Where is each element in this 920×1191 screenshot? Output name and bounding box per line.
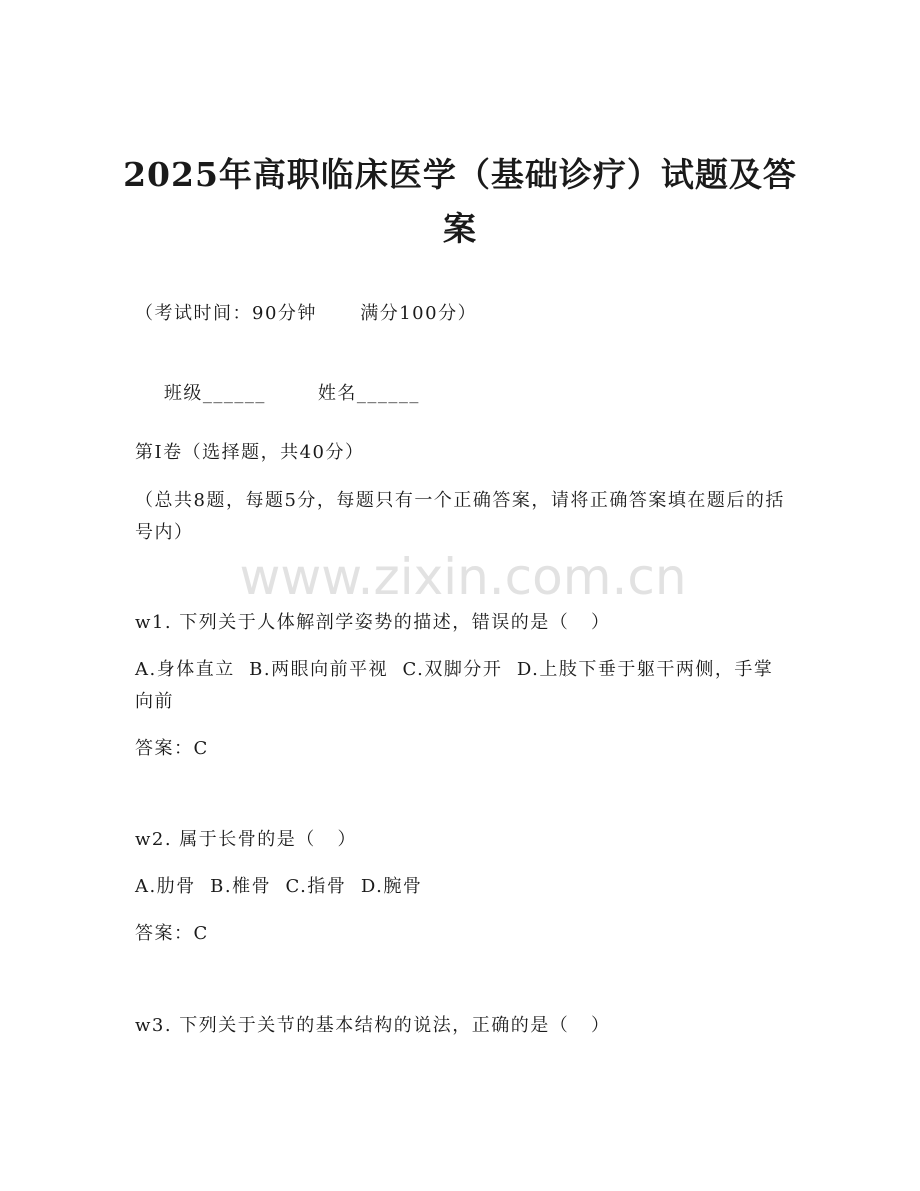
question-3-stem: w3. 下列关于关节的基本结构的说法，正确的是（ ） xyxy=(135,1015,611,1036)
name-field-label: 姓名______ xyxy=(317,383,420,404)
class-field-label: 班级______ xyxy=(163,383,266,404)
question-2-options: A.肋骨 B.椎骨 C.指骨 D.腕骨 xyxy=(135,876,423,897)
document-title: 2025年高职临床医学（基础诊疗）试题及答案 xyxy=(123,155,797,248)
section-note: （总共8题，每题5分，每题只有一个正确答案，请将正确答案填在题后的括号内） xyxy=(135,490,785,543)
question-1-options: A.身体直立 B.两眼向前平视 C.双脚分开 D.上肢下垂于躯干两侧，手掌向前 xyxy=(135,659,774,712)
question-2-answer: 答案：C xyxy=(135,923,209,944)
site-watermark: www.zixin.com.cn xyxy=(239,548,687,606)
question-1-stem: w1. 下列关于人体解剖学姿势的描述，错误的是（ ） xyxy=(135,612,611,633)
student-info-row xyxy=(135,346,785,442)
question-1-answer: 答案：C xyxy=(135,738,209,759)
exam-info: （考试时间：90分钟 满分100分） xyxy=(135,303,478,324)
section-title: 第Ⅰ卷（选择题，共40分） xyxy=(135,442,365,463)
question-2-stem: w2. 属于长骨的是（ ） xyxy=(135,829,357,850)
